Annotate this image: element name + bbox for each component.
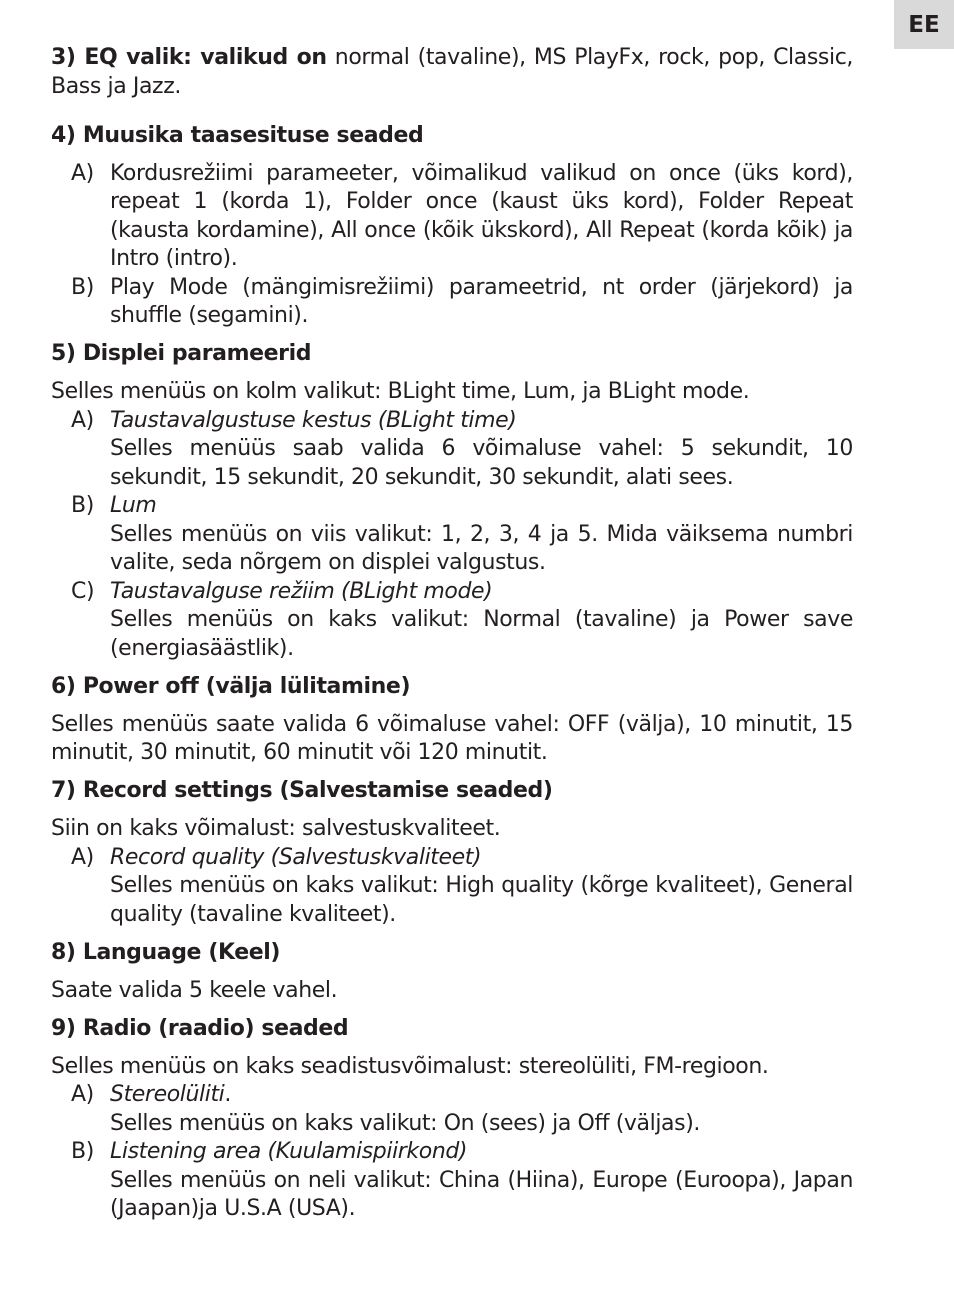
- s9-item-a-title-line: [110, 1081, 853, 1110]
- s5-item-c: [51, 578, 853, 664]
- s6-text: Selles menüüs saate valida 6 võimaluse vahel: OFF (välja), 10 minutit, 15 minutit, 30 minutit, 60 minutit või 120 minutit.: [51, 711, 853, 765]
- s5-item-b-text: Selles menüüs on viis valikut: 1, 2, 3, 4 ja 5. Mida väiksema numbri valite, seda nõrgem on displei valgustus.: [110, 521, 853, 575]
- s4-item-a: [51, 160, 853, 274]
- s5-item-c-label: C): [71, 578, 95, 604]
- eq-text: normal (tavaline), MS PlayFx, rock, pop, Classic, Bass ja Jazz.: [51, 45, 853, 99]
- s5-item-c-text: Selles menüüs on kaks valikut: Normal (tavaline) ja Power save (energiasäästlik).: [110, 607, 853, 661]
- s9-item-b-text: Selles menüüs on neli valikut: China (Hiina), Europe (Euroopa), Japan (Jaapan)ja U.S.A (USA).: [110, 1167, 853, 1221]
- eq-lead: 3) EQ valik: valikud on: [51, 45, 327, 70]
- s5-intro: Selles menüüs on kolm valikut: BLight time, Lum, ja BLight mode.: [51, 379, 750, 404]
- language-tab: EE: [894, 0, 954, 49]
- s5-item-b-label: B): [71, 493, 94, 518]
- s4-item-b: [51, 274, 853, 331]
- s5-item-a-title: Taustavalgustuse kestus (BLight time): [110, 407, 517, 433]
- s7-item-a-title: Record quality (Salvestuskvaliteet): [110, 844, 482, 870]
- s5-item-c-title: Taustavalguse režiim (BLight mode): [110, 578, 493, 604]
- s5-item-b: [51, 492, 853, 578]
- s9-item-a: [51, 1081, 853, 1138]
- s9-item-b: [51, 1138, 853, 1224]
- s5-item-b-title: Lum: [110, 493, 157, 518]
- section-4-heading: 4) Muusika taasesituse seaded: [51, 123, 424, 148]
- s4-item-a-text: Kordusrežiimi parameeter, võimalikud valikud on once (üks kord), repeat 1 (korda 1), Folder once (kaust üks kord), Folder Repeat (kausta kordamine), All once (kõik ükskord), All Repeat (korda kõik) ja Intro (intro).: [110, 160, 853, 271]
- s7-item-a-text: Selles menüüs on kaks valikut: High quality (kõrge kvaliteet), General quality (tavaline kvaliteet).: [110, 873, 853, 927]
- s9-intro: Selles menüüs on kaks seadistusvõimalust: stereolüliti, FM-regioon.: [51, 1053, 769, 1079]
- eq-paragraph: [51, 44, 853, 101]
- s5-item-a-text: Selles menüüs saab valida 6 võimaluse vahel: 5 sekundit, 10 sekundit, 15 sekundit, 20 sekundit, 30 sekundit, alati sees.: [110, 436, 853, 490]
- section-5-heading: 5) Displei parameerid: [51, 341, 312, 366]
- section-6-heading: 6) Power off (välja lülitamine): [51, 673, 411, 699]
- s7-item-a: [51, 844, 853, 930]
- section-8-heading: 8) Language (Keel): [51, 939, 281, 965]
- s7-item-a-label: A): [71, 844, 94, 870]
- s5-item-a-label: A): [71, 407, 94, 433]
- section-9-heading: 9) Radio (raadio) seaded: [51, 1015, 349, 1041]
- s4-item-b-label: B): [71, 274, 94, 300]
- s9-item-a-title: Stereolüliti: [110, 1082, 225, 1107]
- s4-item-a-label: A): [71, 160, 94, 186]
- s9-item-a-label: A): [71, 1082, 94, 1107]
- s9-item-a-text: Selles menüüs on kaks valikut: On (sees) ja Off (väljas).: [110, 1110, 700, 1136]
- s9-item-b-label: B): [71, 1139, 94, 1164]
- s7-intro: Siin on kaks võimalust: salvestuskvaliteet.: [51, 816, 501, 841]
- section-7-heading: 7) Record settings (Salvestamise seaded): [51, 778, 553, 803]
- s5-item-a: [51, 407, 853, 493]
- manual-content: [51, 44, 853, 1224]
- s9-item-a-title-suffix: .: [224, 1082, 231, 1107]
- s4-item-b-text: Play Mode (mängimisrežiimi) parameetrid, nt order (järjekord) ja shuffle (segamini).: [110, 274, 853, 328]
- s8-text: Saate valida 5 keele vahel.: [51, 977, 338, 1003]
- s9-item-b-title: Listening area (Kuulamispiirkond): [110, 1139, 468, 1164]
